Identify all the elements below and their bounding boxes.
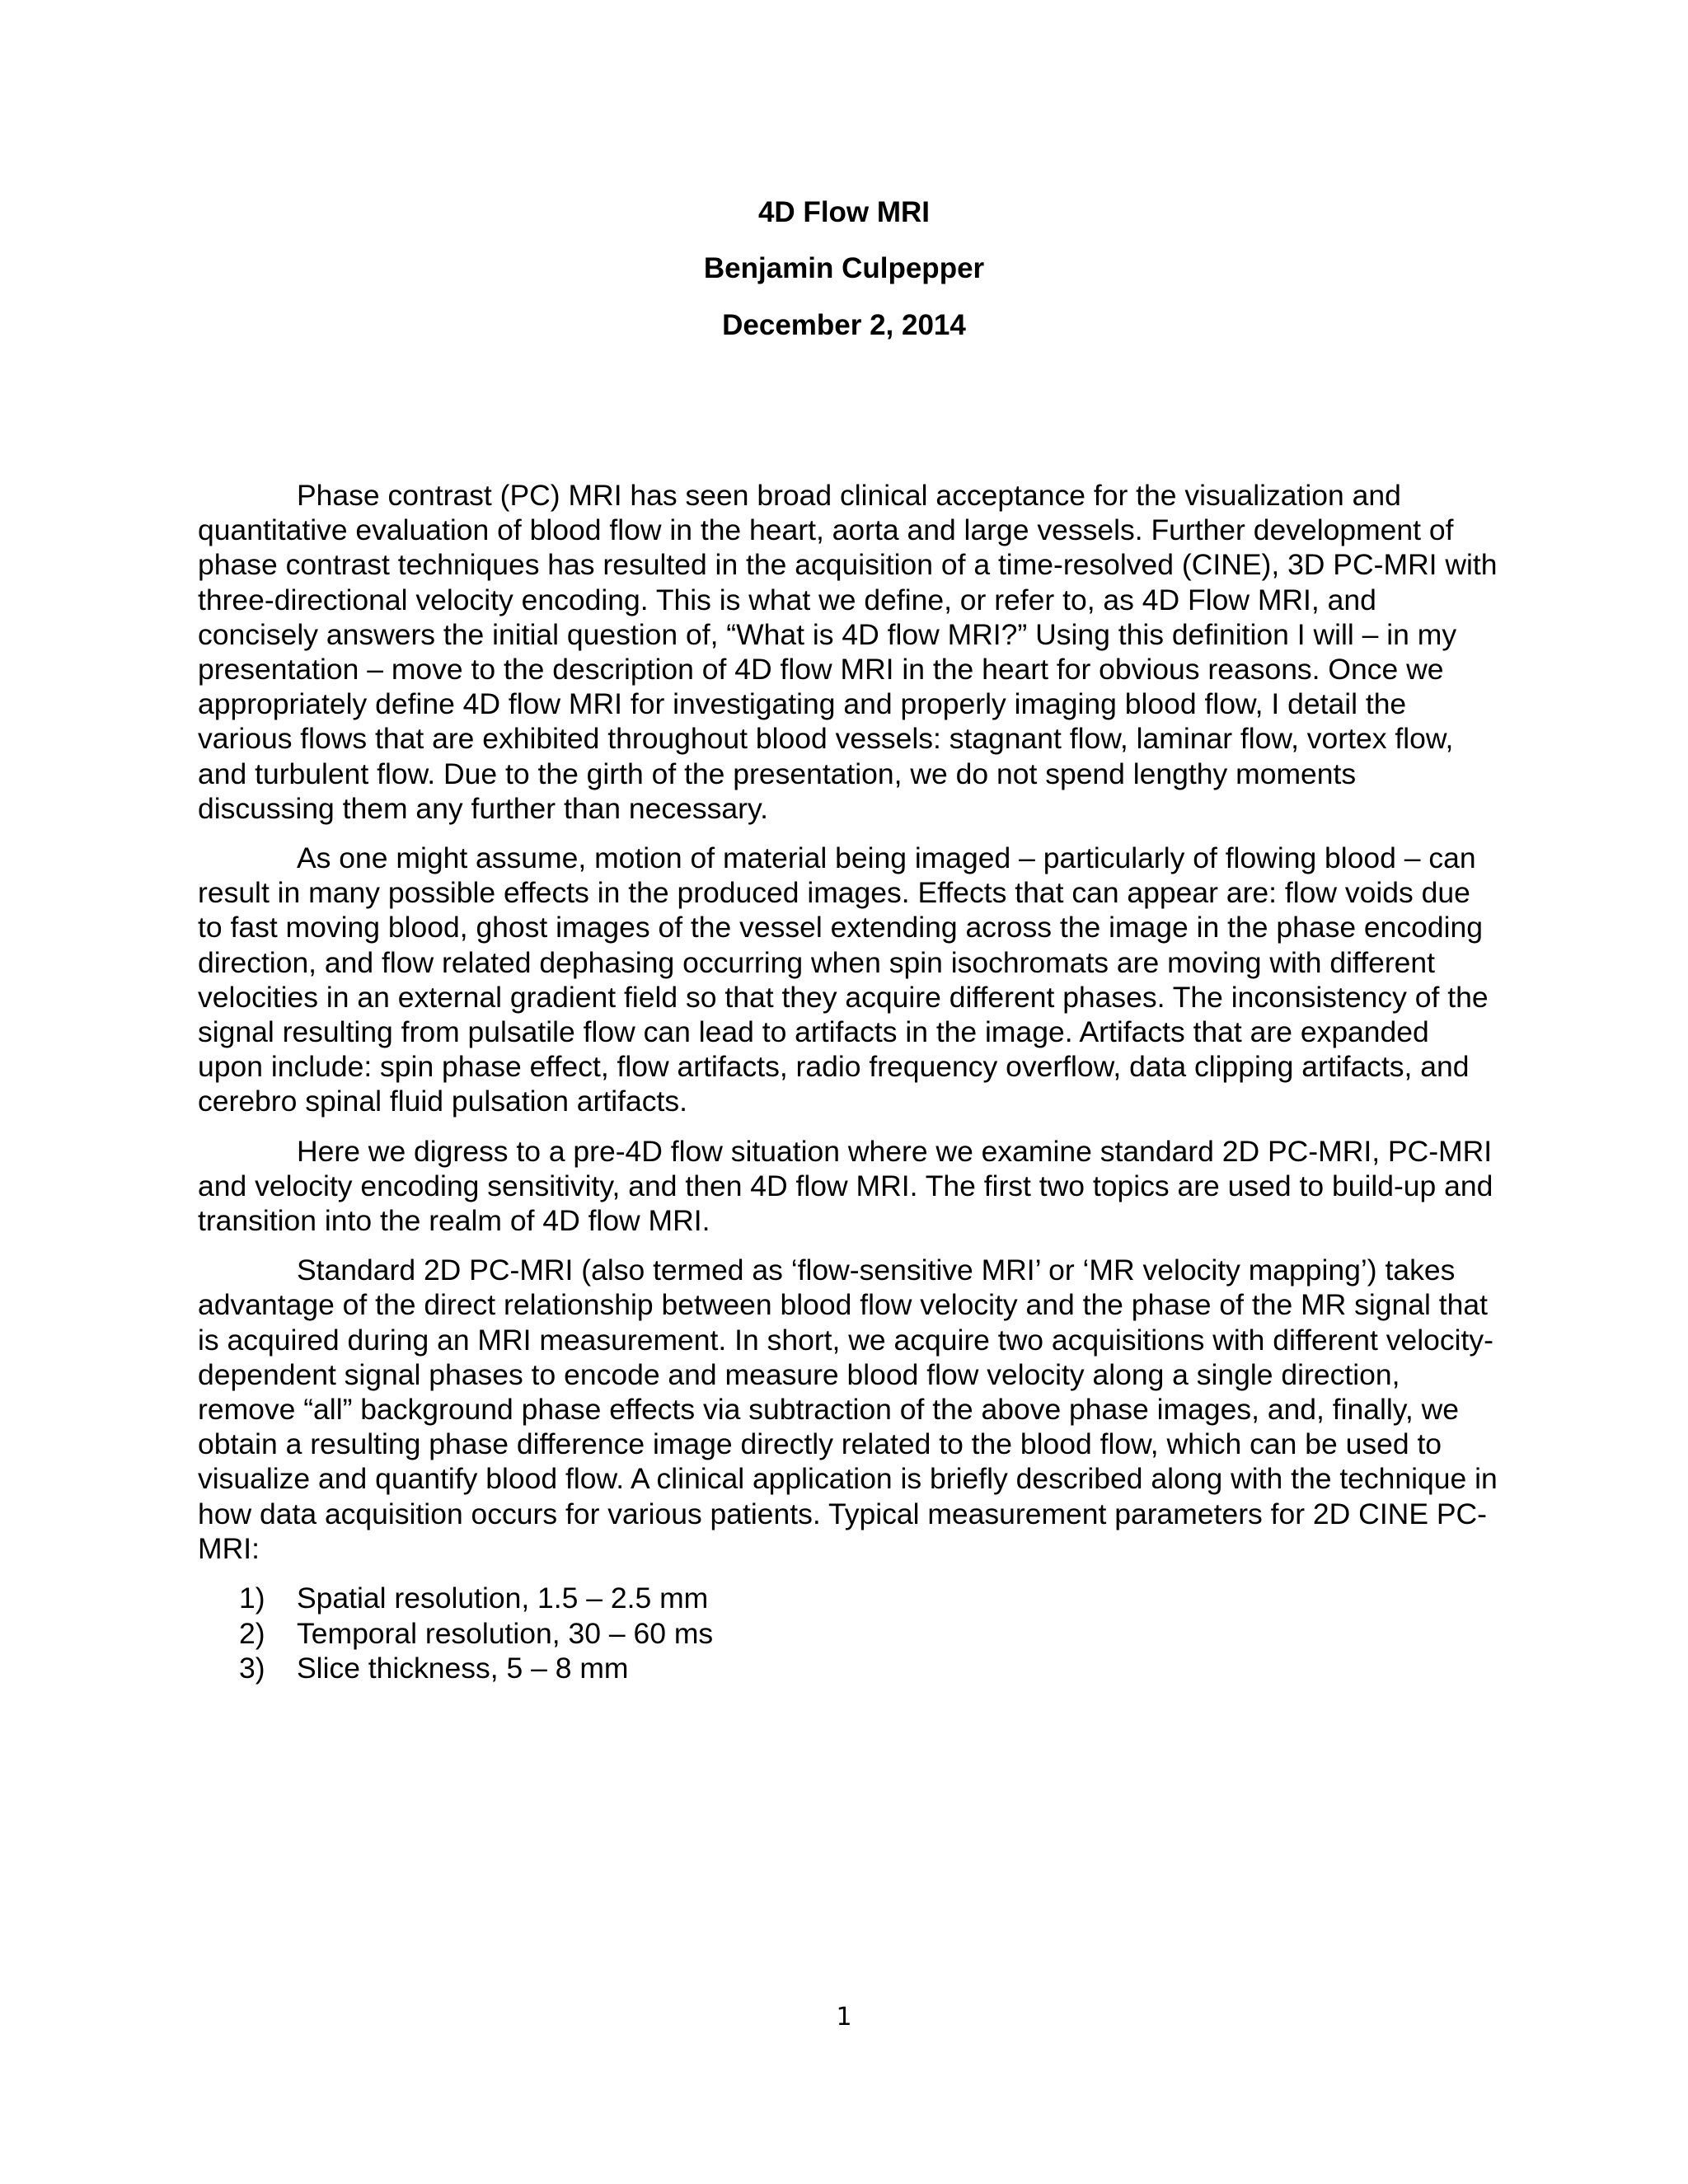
list-item-number: 1): [239, 1582, 265, 1615]
paragraph-1: Phase contrast (PC) MRI has seen broad clinical acceptance for the visualization and quantitative evaluation of blood flow in the heart, aorta and large vessels. Further development of phase contrast techniques has resulted in the acquisition of a time-resolved (CINE), 3D PC-MRI with three-directional velocity encoding. This is what we define, or refer to, as 4D Flow MRI, and concisely answers the initial question of, “What is 4D flow MRI?” Using this definition I will – in my presentation – move to the description of 4D flow MRI in the heart for obvious reasons. Once we appropriately define 4D flow MRI for investigating and properly imaging blood flow, I detail the various flows that are exhibited throughout blood vessels: stagnant flow, laminar flow, vortex flow, and turbulent flow. Due to the girth of the presentation, we do not spend lengthy moments discussing them any further than necessary.: [198, 479, 1498, 825]
document-date: December 2, 2014: [722, 309, 966, 341]
paragraph-3: Here we digress to a pre-4D flow situation where we examine standard 2D PC-MRI, PC-MRI and velocity encoding sensitivity, and then 4D flow MRI. The first two topics are used to build-up and transition into the realm of 4D flow MRI.: [198, 1134, 1493, 1238]
parameter-list: [198, 1581, 1498, 1686]
list-item-number: 3): [239, 1652, 265, 1685]
document-body: [198, 478, 1498, 1686]
document-title: 4D Flow MRI: [757, 196, 931, 228]
page-number: 1: [836, 2003, 852, 2032]
list-item-text: Slice thickness, 5 – 8 mm: [297, 1652, 629, 1685]
list-item-text: Temporal resolution, 30 – 60 ms: [297, 1616, 714, 1650]
list-item: [198, 1651, 1498, 1686]
paragraph-2: As one might assume, motion of material being imaged – particularly of flowing blood – can result in many possible effects in the produced images. Effects that can appear are: flow voids due to fast moving blood, ghost images of the vessel extending across the image in the phase encoding direction, and flow related dephasing occurring when spin isochromats are moving with different velocities in an external gradient field so that they acquire different phases. The inconsistency of the signal resulting from pulsatile flow can lead to artifacts in the image. Artifacts that are expanded upon include: spin phase effect, flow artifacts, radio frequency overflow, data clipping artifacts, and cerebro spinal fluid pulsation artifacts.: [198, 841, 1489, 1118]
list-item-number: 2): [239, 1616, 265, 1650]
list-item: [198, 1581, 1498, 1616]
document-author: Benjamin Culpepper: [703, 252, 985, 284]
paragraph-4: Standard 2D PC-MRI (also termed as ‘flow-sensitive MRI’ or ‘MR velocity mapping’) takes advantage of the direct relationship between blood flow velocity and the phase of the MR signal that is acquired during an MRI measurement. In short, we acquire two acquisitions with different velocity-dependent signal phases to encode and measure blood flow velocity along a single direction, remove “all” background phase effects via subtraction of the above phase images, and, finally, we obtain a resulting phase difference image directly related to the blood flow, which can be used to visualize and quantify blood flow. A clinical application is briefly described along with the technique in how data acquisition occurs for various patients. Typical measurement parameters for 2D CINE PC-MRI:: [198, 1254, 1498, 1565]
list-item: [198, 1616, 1498, 1652]
list-item-text: Spatial resolution, 1.5 – 2.5 mm: [297, 1582, 709, 1615]
